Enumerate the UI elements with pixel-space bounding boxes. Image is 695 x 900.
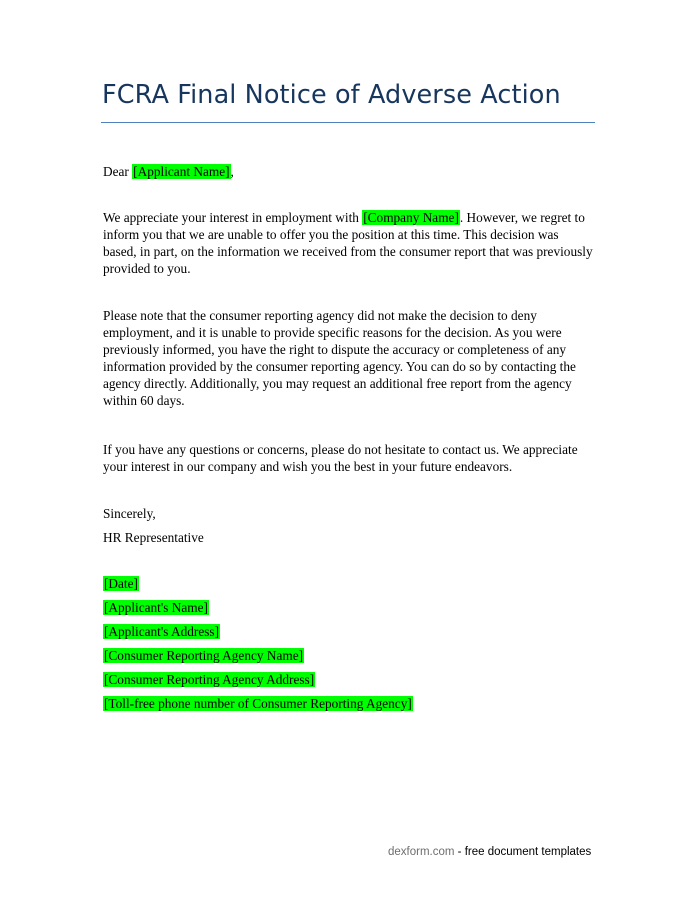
title-divider [101,122,595,123]
placeholder-agency-phone [103,695,413,712]
applicants-address-placeholder: [Applicant's Address] [104,624,220,639]
paragraph-intro-after: . However, we regret to inform you that we are unable to offer you the position at this time. This decision was based, in part, on the information we received from the consumer report that was previously provided to you. [103,210,593,276]
paragraph-intro-before: We appreciate your interest in employment with [103,210,363,225]
document-title: FCRA Final Notice of Adverse Action [102,80,561,110]
agency-address-placeholder: [Consumer Reporting Agency Address] [104,672,315,687]
salutation [103,163,593,180]
applicant-name-placeholder: [Applicant Name] [133,164,230,179]
closing-text: Sincerely, [103,506,156,521]
footer-site-link[interactable]: dexform.com [388,846,455,858]
applicants-name-placeholder: [Applicant's Name] [104,600,208,615]
placeholder-applicant-name [103,599,209,616]
paragraph-rights: Please note that the consumer reporting agency did not make the decision to deny employment, and it is unable to provide specific reasons for the decision. As you were previously informed, you have the right to dispute the accuracy or completeness of any information provided by the consumer reporting agency. You can do so by contacting the agency directly. Additionally, you may request an additional free report from the agency within 60 days. [103,308,576,408]
footer-tagline: - free document templates [454,846,592,858]
company-name-placeholder: [Company Name] [363,210,459,225]
placeholder-date [103,575,139,592]
paragraph-intro [103,209,593,277]
date-placeholder: [Date] [104,576,138,591]
placeholder-applicant-address [103,623,220,640]
salutation-prefix: Dear [103,164,133,179]
salutation-suffix: , [230,164,234,179]
footer [388,846,591,858]
paragraph-closing: If you have any questions or concerns, please do not hesitate to contact us. We appreciate your interest in our company and wish you the best in your future endeavors. [103,442,578,474]
agency-phone-placeholder: [Toll-free phone number of Consumer Reporting Agency] [104,696,412,711]
signature-text: HR Representative [103,530,204,545]
agency-name-placeholder: [Consumer Reporting Agency Name] [104,648,304,663]
placeholder-agency-name [103,647,304,664]
placeholder-agency-address [103,671,315,688]
